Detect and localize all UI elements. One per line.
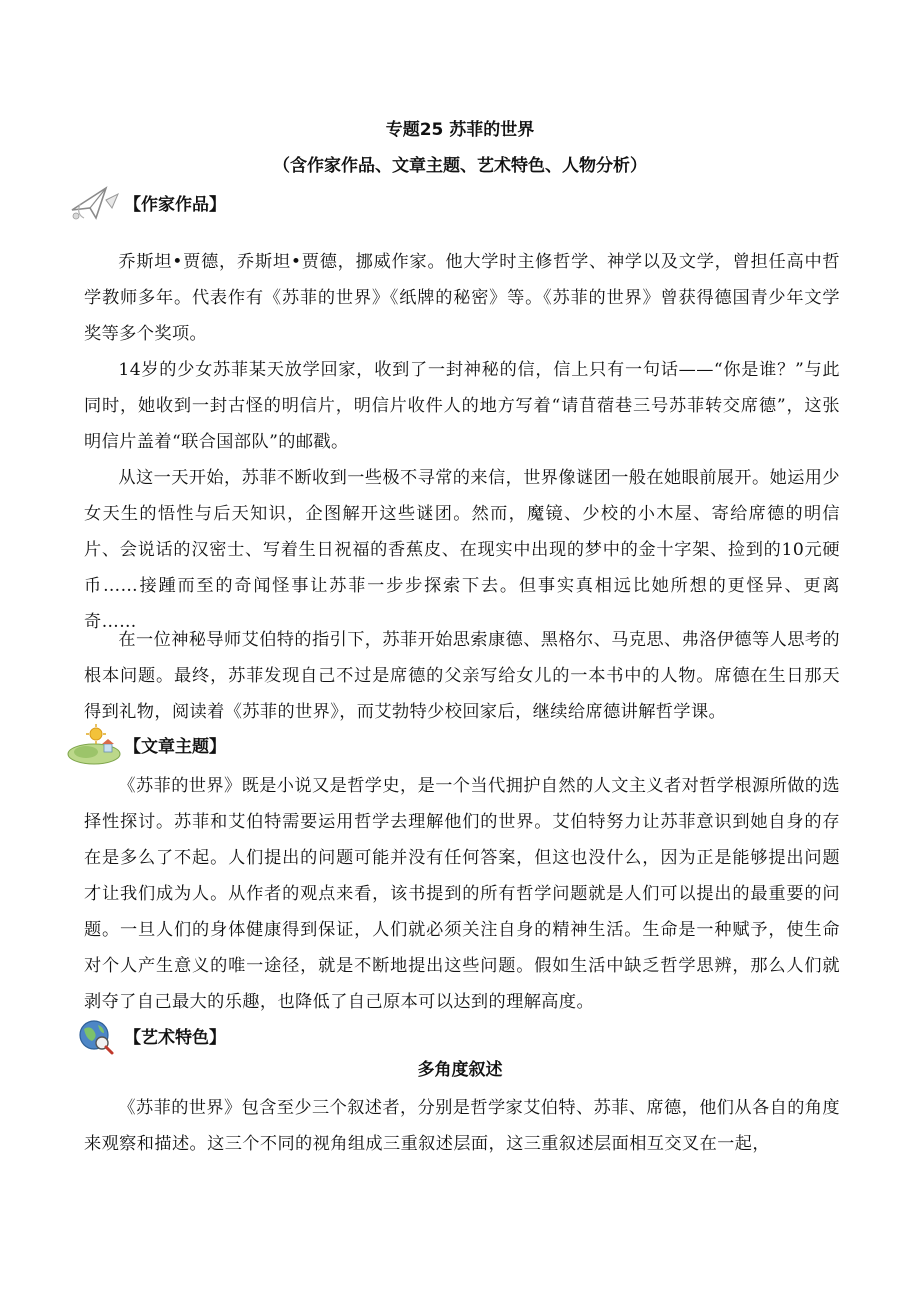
art-subheading: 多角度叙述 [417,1060,503,1080]
section-label-theme: 【文章主题】 [124,736,226,757]
author-paragraph-1: 乔斯坦•贾德，乔斯坦•贾德，挪威作家。他大学时主修哲学、神学以及文学，曾担任高中哲学教师多年。代表作有《苏菲的世界》《纸牌的秘密》等。《苏菲的世界》曾获得德国青少年文学奖等多个奖项。 [84,252,840,344]
theme-paragraph-1: 《苏菲的世界》既是小说又是哲学史，是一个当代拥护自然的人文主义者对哲学根源所做的选择性探讨。苏菲和艾伯特需要运用哲学去理解他们的世界。艾伯特努力让苏菲意识到她自身的存在是多么了不起。人们提出的问题可能并没有任何答案，但这也没什么，因为正是能够提出问题才让我们成为人。从作者的观点来看，该书提到的所有哲学问题就是人们可以提出的最重要的问题。一旦人们的身体健康得到保证，人们就必须关注自身的精神生活。生命是一种赋予，使生命对个人产生意义的唯一途径，就是不断地提出这些问题。假如生活中缺乏哲学思辨，那么人们就剥夺了自己最大的乐趣，也降低了自己原本可以达到的理解高度。 [84,776,840,1012]
page-subtitle: （含作家作品、文章主题、艺术特色、人物分析） [273,156,647,176]
globe-magnifier-icon [66,1013,122,1057]
section-header-author [66,180,226,224]
section-header-art [66,1013,226,1057]
section-label-art: 【艺术特色】 [124,1027,226,1048]
paper-plane-icon [66,180,122,224]
section-header-theme [66,722,226,766]
art-paragraph-1: 《苏菲的世界》包含至少三个叙述者，分别是哲学家艾伯特、苏菲、席德，他们从各自的角度来观察和描述。这三个不同的视角组成三重叙述层面，这三重叙述层面相互交叉在一起， [84,1098,840,1154]
author-paragraph-3: 从这一天开始，苏菲不断收到一些极不寻常的来信，世界像谜团一般在她眼前展开。她运用少女天生的悟性与后天知识，企图解开这些谜团。然而，魔镜、少校的小木屋、寄给席德的明信片、会说话的汉密士、写着生日祝福的香蕉皮、在现实中出现的梦中的金十字架、捡到的10元硬币……接踵而至的奇闻怪事让苏菲一步步探索下去。但事实真相远比她所想的更怪异、更离奇…… [84,468,840,632]
author-paragraph-4: 在一位神秘导师艾伯特的指引下，苏菲开始思索康德、黑格尔、马克思、弗洛伊德等人思考的根本问题。最终，苏菲发现自己不过是席德的父亲写给女儿的一本书中的人物。席德在生日那天得到礼物，阅读着《苏菲的世界》，而艾勃特少校回家后，继续给席德讲解哲学课。 [84,630,840,722]
page-title: 专题25 苏菲的世界 [385,120,535,140]
author-paragraph-2: 14岁的少女苏菲某天放学回家，收到了一封神秘的信，信上只有一句话——“你是谁？”与此同时，她收到一封古怪的明信片，明信片收件人的地方写着“请苜蓿巷三号苏菲转交席德”，这张明信片盖着“联合国部队”的邮戳。 [84,360,840,452]
landscape-icon [66,722,122,766]
section-label-author: 【作家作品】 [124,194,226,215]
